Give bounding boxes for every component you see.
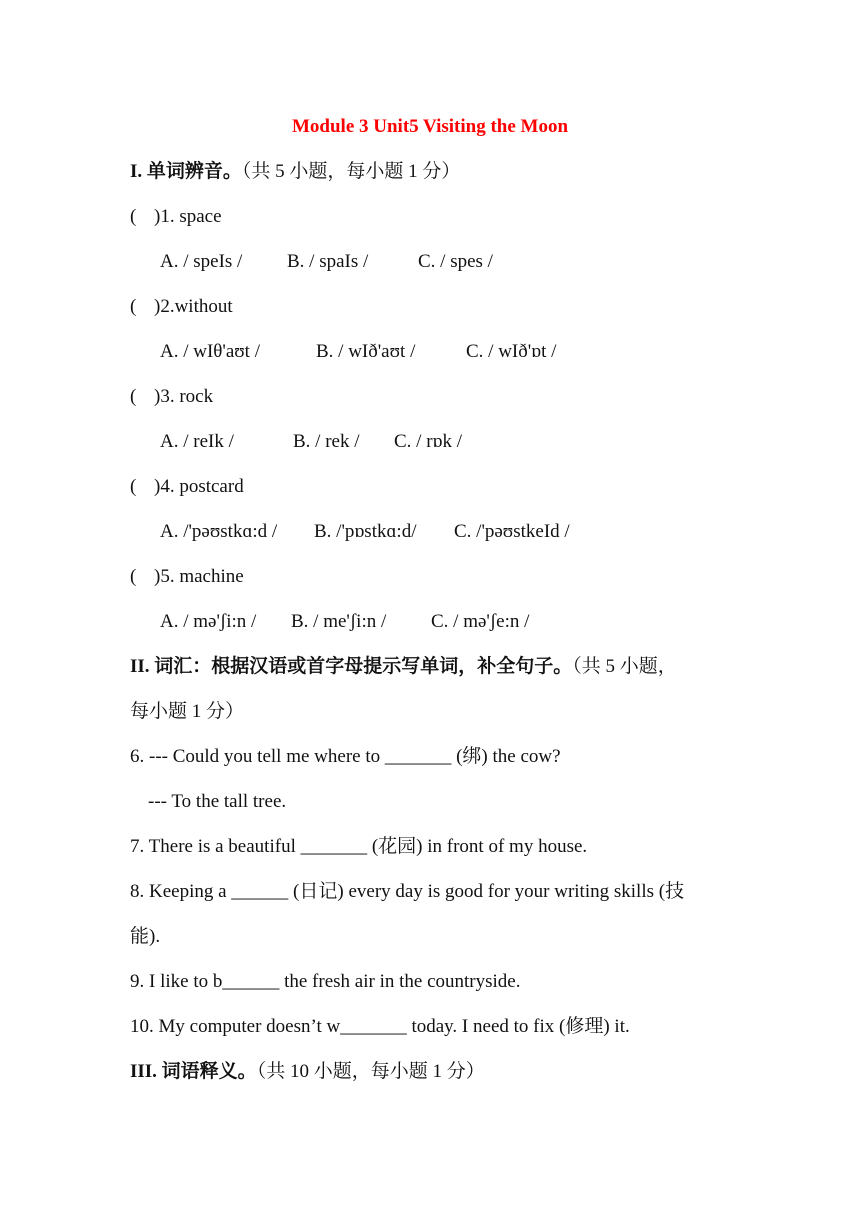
option-a: A. / reIk /	[160, 431, 234, 452]
option-c: C. / wIð'ɒt /	[466, 341, 557, 362]
question-5	[130, 564, 244, 590]
section-2-note-continued: 每小题 1 分）	[130, 701, 245, 722]
option-b: B. /'pɒstkɑ:d/	[314, 521, 417, 542]
item-8: 8. Keeping a ______ (日记) every day is good for your writing skills (技	[130, 881, 685, 902]
answer-bracket: (	[130, 296, 137, 317]
question-word: 1. space	[160, 206, 222, 227]
item-6: 6. --- Could you tell me where to _______ (绑) the cow?	[130, 746, 561, 767]
answer-bracket: )	[154, 296, 161, 317]
question-word: 3. rock	[160, 386, 214, 407]
item-7: 7. There is a beautiful _______ (花园) in front of my house.	[130, 836, 588, 857]
item-8-continued: 能).	[130, 926, 161, 947]
question-4	[130, 474, 244, 500]
section-1-title: I. 单词辨音。	[130, 161, 242, 182]
answer-bracket: (	[130, 206, 137, 227]
option-b: B. / me'ʃi:n /	[291, 611, 387, 632]
option-b: B. / spaIs /	[287, 251, 369, 272]
section-2-note: （共 5 小题，	[572, 656, 677, 677]
answer-bracket: (	[130, 386, 137, 407]
section-1-heading	[130, 159, 460, 185]
item-9: 9. I like to b______ the fresh air in the countryside.	[130, 971, 521, 992]
question-2	[130, 294, 233, 320]
option-a: A. / mə'ʃi:n /	[160, 611, 257, 632]
item-10: 10. My computer doesn’t w_______ today. I need to fix (修理) it.	[130, 1016, 630, 1037]
answer-bracket: )	[154, 206, 161, 227]
option-b: B. / rek /	[293, 431, 360, 452]
option-a: A. / speIs /	[160, 251, 243, 272]
option-c: C. /'pəʊstkeId /	[454, 521, 570, 542]
option-c: C. / spes /	[418, 251, 493, 272]
option-b: B. / wIð'aʊt /	[316, 341, 416, 362]
option-c: C. / mə'ʃe:n /	[431, 611, 530, 632]
question-word: 4. postcard	[160, 476, 244, 497]
answer-bracket: (	[130, 566, 137, 587]
question-word: 2.without	[160, 296, 233, 317]
answer-bracket: )	[154, 476, 161, 497]
question-word: 5. machine	[160, 566, 244, 587]
section-3-note: （共 10 小题，每小题 1 分）	[256, 1061, 485, 1082]
section-2-title: II. 词汇：根据汉语或首字母提示写单词，补全句子。	[130, 656, 573, 677]
answer-bracket: (	[130, 476, 137, 497]
section-3-heading	[130, 1059, 485, 1085]
section-2-heading	[130, 654, 677, 680]
question-3	[130, 384, 213, 410]
worksheet-title: Module 3 Unit5 Visiting the Moon	[291, 116, 569, 137]
option-a: A. / wIθ'aʊt /	[160, 341, 260, 362]
answer-bracket: )	[154, 566, 161, 587]
item-6-answer: --- To the tall tree.	[148, 791, 287, 812]
option-a: A. /'pəʊstkɑ:d /	[160, 521, 278, 542]
option-c: C. / rɒk /	[394, 431, 462, 452]
answer-bracket: )	[154, 386, 161, 407]
question-1	[130, 204, 222, 230]
section-1-note: （共 5 小题，每小题 1 分）	[241, 161, 461, 182]
section-3-title: III. 词语释义。	[130, 1061, 257, 1082]
